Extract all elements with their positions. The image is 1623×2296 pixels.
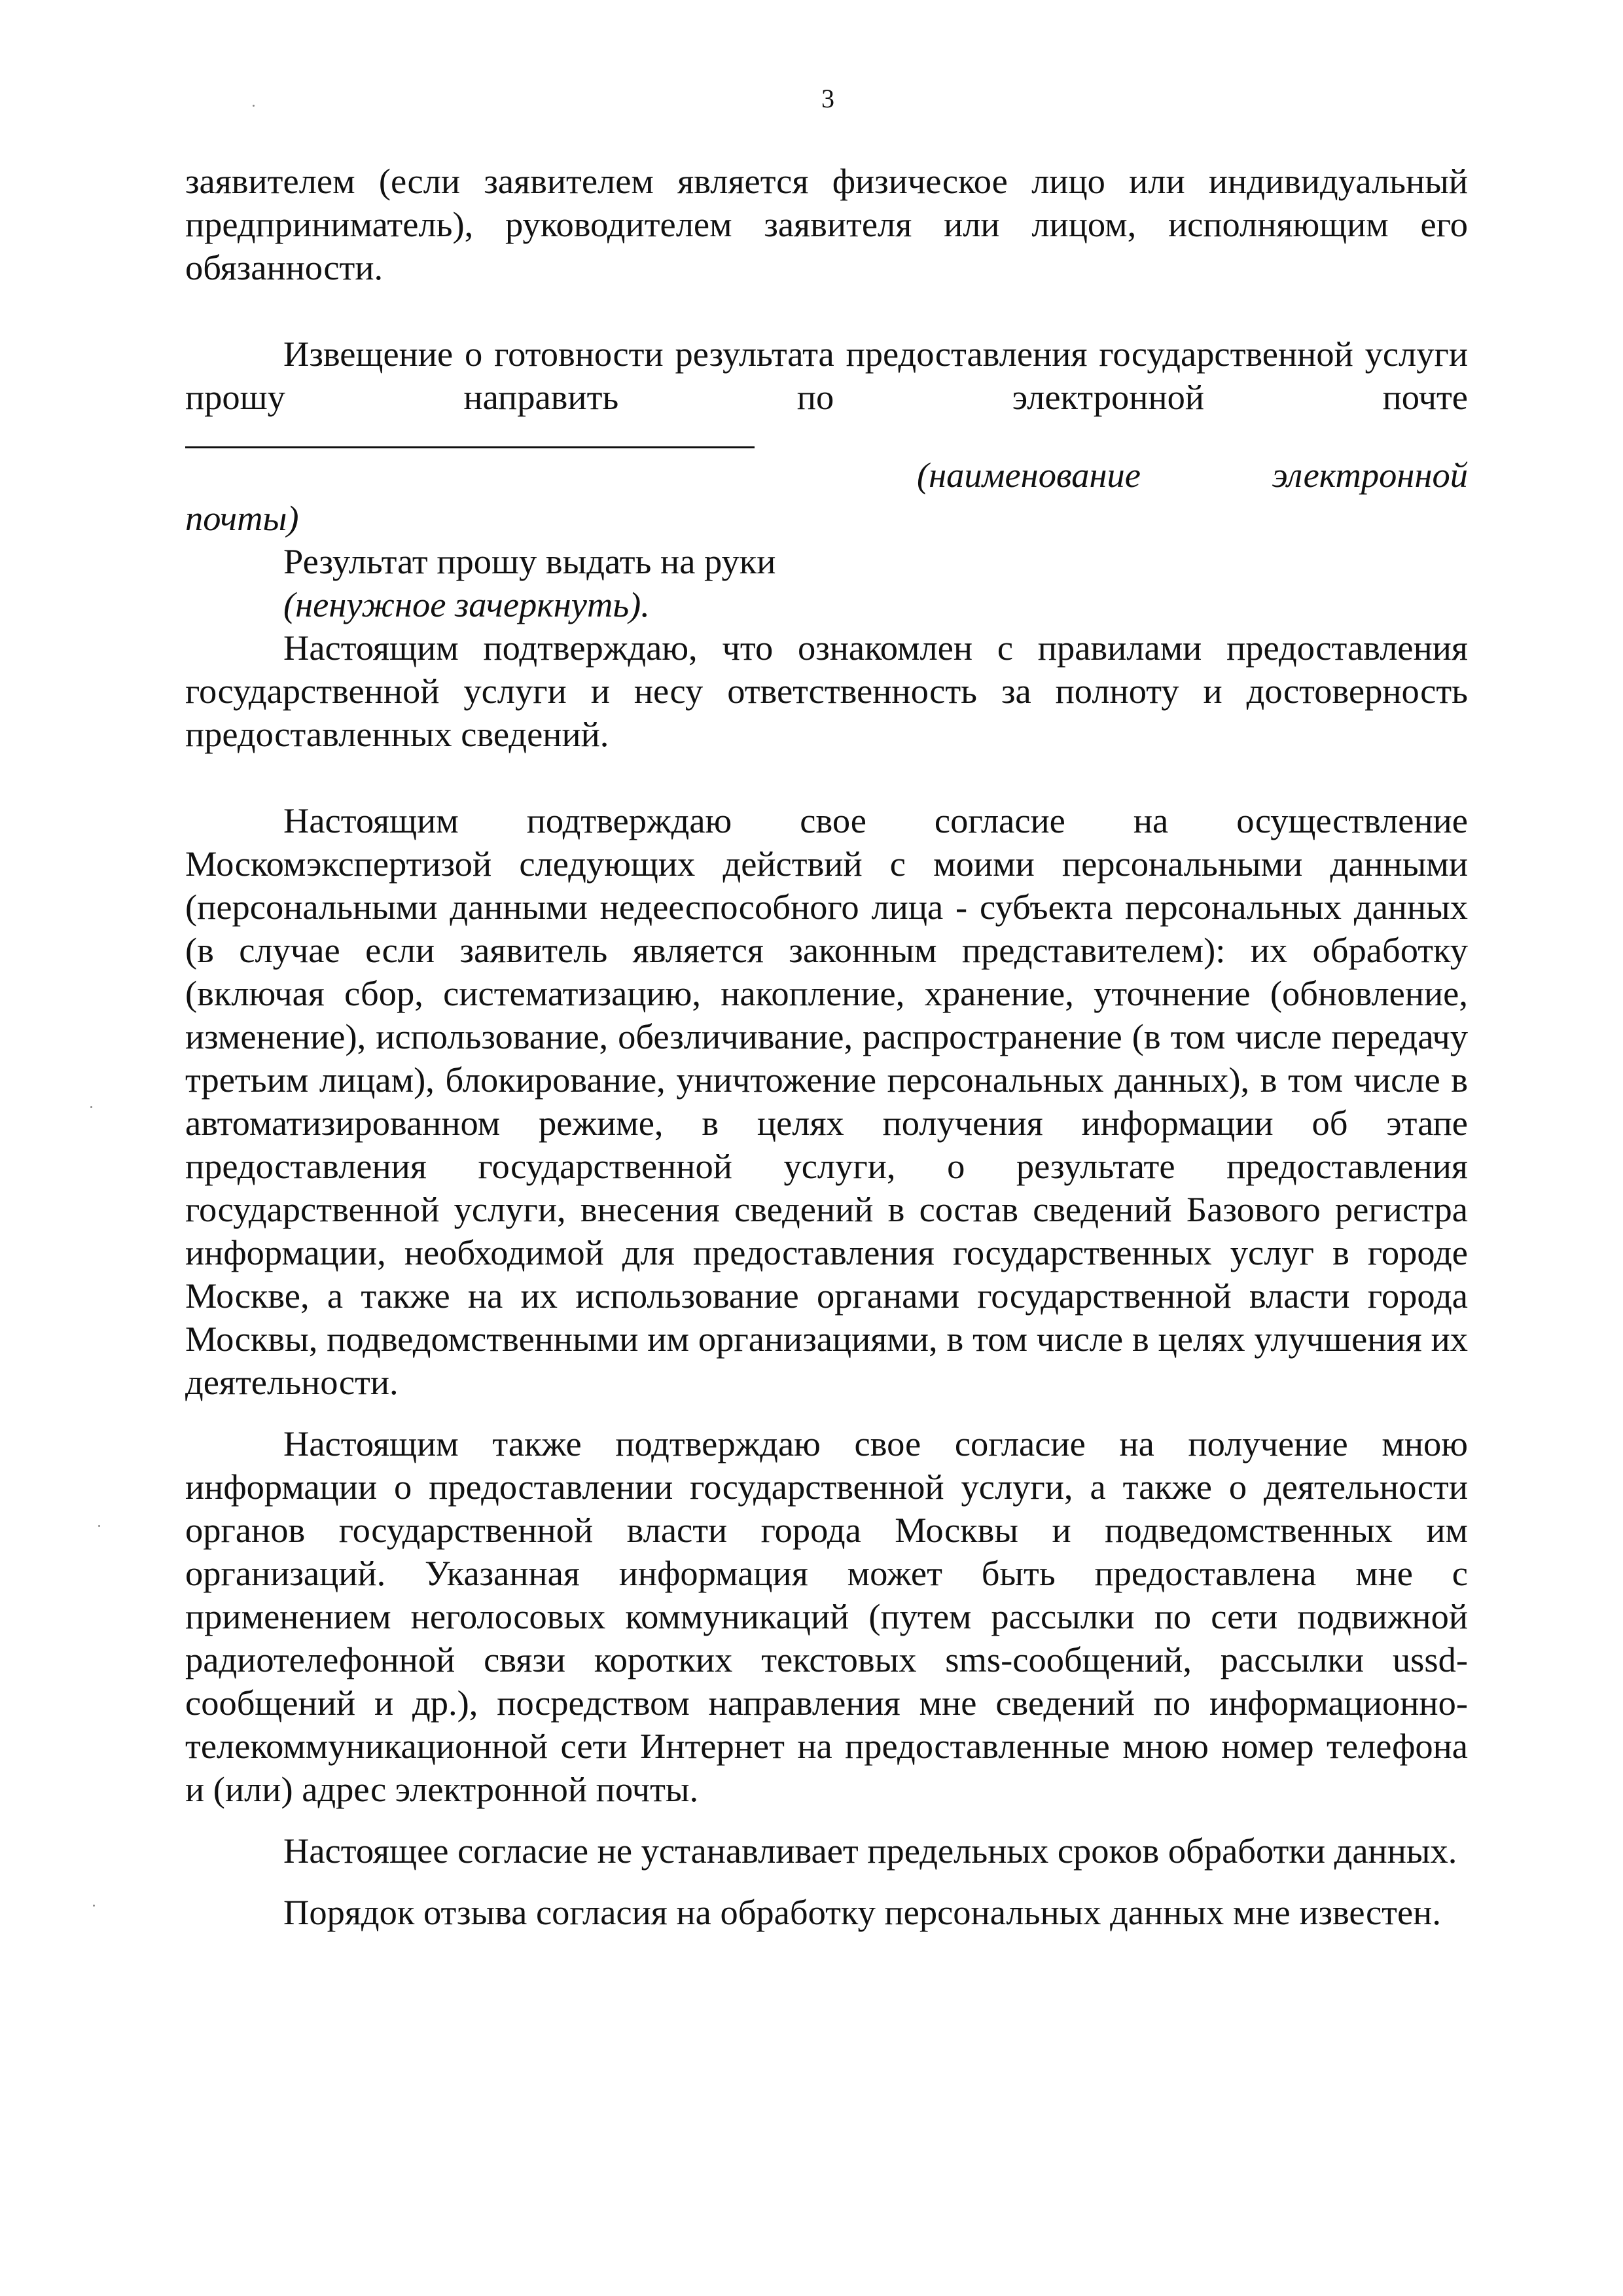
paragraph-applicant-signature: заявителем (если заявителем является физическое лицо или индивидуальный предприниматель), руководителем заявителя или лицом, исполняющим его обязанности. <box>185 161 1468 287</box>
paragraph-personal-data-consent: Настоящим подтверждаю свое согласие на осуществление Москомэкспертизой следующих действий с моими персональными данными (персональными данными недееспособного лица - субъекта персональных данных (в случае если заявитель является законным представителем): их обработку (включая сбор, систематизацию, накопление, хранение, уточнение (обновление, изменение), использование, обезличивание, распространение (в том числе передачу третьим лицам), блокирование, уничтожение персональных данных), в том числе в автоматизированном режиме, в целях получения информации об этапе предоставления государственной услуги, о результате предоставления государственной услуги, внесения сведений в состав сведений Базового регистра информации, необходимой для предоставления государственных услуг в городе Москве, а также на их использование органами государственной власти города Москвы, подведомственными им организациями, в том числе в целях улучшения их деятельности. <box>185 800 1468 1402</box>
scan-speck <box>93 1905 95 1907</box>
scan-speck <box>253 105 255 107</box>
paragraph-result-in-hand: Результат прошу выдать на руки <box>283 541 776 581</box>
paragraph-email-notice: Извещение о готовности результата предоставления государственной услуги прошу направить по электронной почте <box>185 334 1468 417</box>
page-number: 3 <box>821 84 834 113</box>
strike-out-note: (ненужное зачеркнуть). <box>283 584 650 624</box>
paragraph-consent-term: Настоящее согласие не устанавливает предельных сроков обработки данных. <box>283 1831 1457 1871</box>
email-blank-line <box>185 446 755 448</box>
scan-speck <box>98 1525 100 1527</box>
paragraph-information-consent: Настоящим также подтверждаю свое согласие на получение мною информации о предоставлении государственной услуги, а также о деятельности органов государственной власти города Москвы и подведомственных им организаций. Указанная информация может быть предоставлена мне с применением неголосовых коммуникаций (путем рассылки по сети подвижной радиотелефонной связи коротких текстовых sms-сообщений, рассылки ussd-сообщений и др.), посредством направления мне сведений по информационно-телекоммуникационной сети Интернет на предоставленные мною номер телефона и (или) адрес электронной почты. <box>185 1424 1468 1809</box>
email-name-caption-end: почты) <box>185 498 299 538</box>
paragraph-withdrawal-procedure: Порядок отзыва согласия на обработку персональных данных мне известен. <box>283 1892 1441 1932</box>
scan-speck <box>90 1106 92 1108</box>
email-name-caption: (наименование электронной <box>917 455 1468 495</box>
paragraph-rules-acknowledgement: Настоящим подтверждаю, что ознакомлен с правилами предоставления государственной услуги и несу ответственность за полноту и достоверность предоставленных сведений. <box>185 628 1468 754</box>
document-body <box>185 160 1468 1934</box>
